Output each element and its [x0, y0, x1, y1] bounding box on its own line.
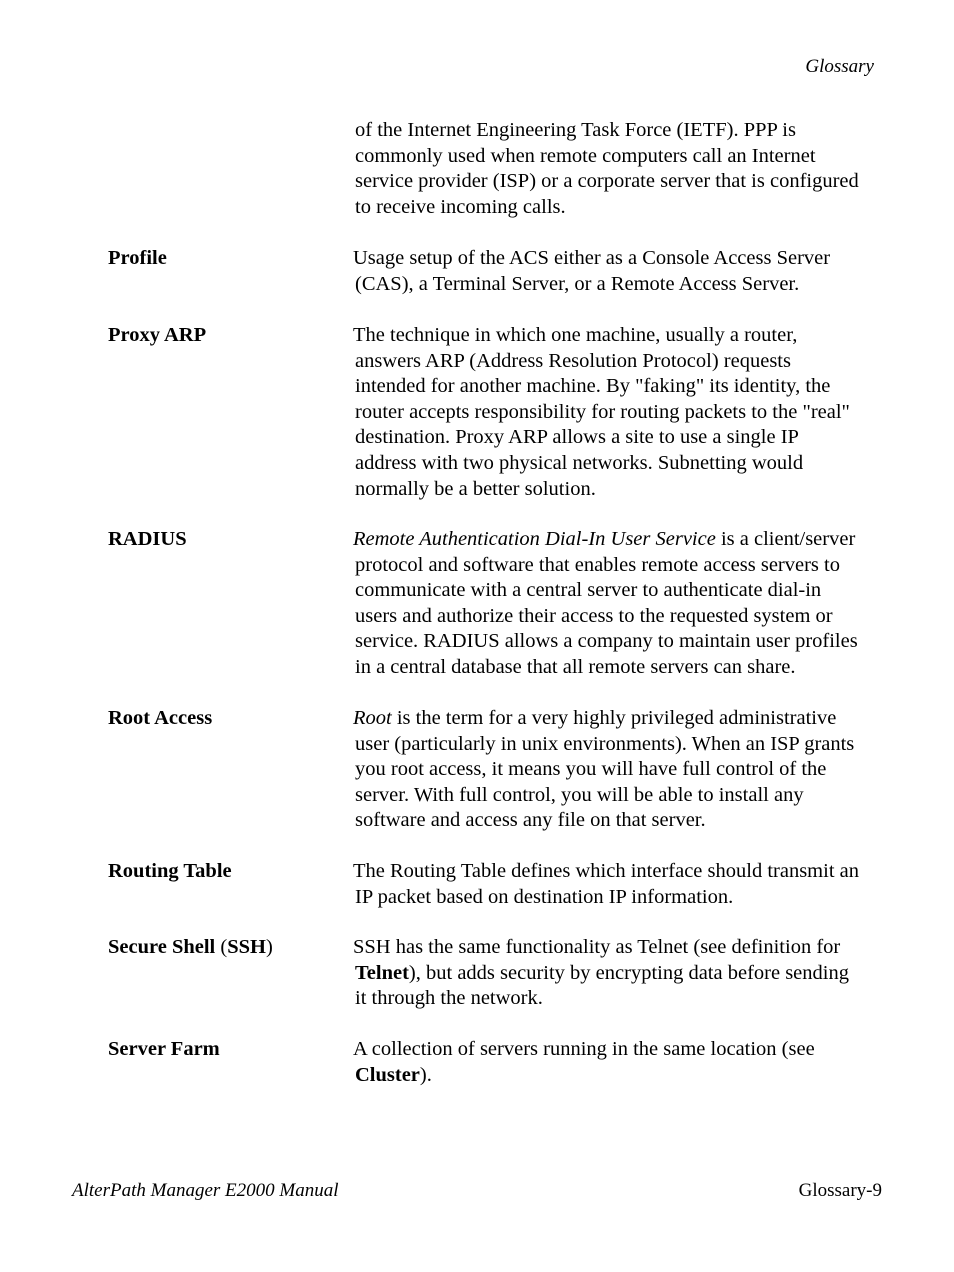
- definition-line: IP packet based on destination IP information.: [355, 885, 734, 908]
- definition-line: commonly used when remote computers call an Internet: [355, 144, 816, 167]
- definition-text: is the term for a very highly privileged administrative: [391, 707, 837, 729]
- definition-line: SSH has the same functionality as Telnet (see definition for: [353, 936, 841, 958]
- glossary-term: Root Access: [108, 707, 213, 729]
- definition-line: service. RADIUS allows a company to maintain user profiles: [355, 630, 858, 653]
- definition-line: communicate with a central server to authenticate dial-in: [355, 579, 822, 602]
- definition-line: it through the network.: [355, 987, 543, 1010]
- running-header: Glossary: [805, 56, 874, 77]
- term-paren-open: (: [215, 936, 228, 958]
- glossary-term: Profile: [108, 247, 167, 269]
- glossary-definition: [353, 323, 891, 502]
- definition-line: [353, 527, 891, 553]
- definition-line: protocol and software that enables remote access servers to: [355, 553, 840, 576]
- term-paren-close: ): [265, 936, 273, 958]
- definition-line: you root access, it means you will have full control of the: [355, 758, 827, 781]
- definition-line: users and authorize their access to the requested system or: [355, 604, 833, 627]
- glossary-definition: [353, 527, 891, 681]
- definition-line: A collection of servers running in the same location (see: [353, 1038, 815, 1060]
- definition-line: [353, 706, 891, 732]
- italic-term: Remote Authentication Dial-In User Service: [353, 528, 716, 550]
- definition-line: normally be a better solution.: [355, 477, 596, 500]
- definition-line: software and access any file on that server.: [355, 809, 706, 832]
- definition-line: (CAS), a Terminal Server, or a Remote Access Server.: [355, 272, 800, 295]
- definition-text: ), but adds security by encrypting data before sending: [408, 961, 849, 984]
- definition-line: server. With full control, you will be able to install any: [355, 783, 804, 806]
- definition-line: of the Internet Engineering Task Force (IETF). PPP is: [355, 119, 796, 141]
- glossary-definition: [353, 935, 891, 1012]
- glossary-term: Proxy ARP: [108, 324, 207, 346]
- definition-line: The technique in which one machine, usually a router,: [353, 324, 798, 346]
- definition-line: [353, 1063, 891, 1089]
- footer-manual-title: AlterPath Manager E2000 Manual: [72, 1180, 339, 1201]
- definition-line: in a central database that all remote servers can share.: [355, 655, 796, 678]
- definition-line: destination. Proxy ARP allows a site to use a single IP: [355, 426, 799, 449]
- definition-line: Usage setup of the ACS either as a Console Access Server: [353, 247, 831, 269]
- definition-text: is a client/server: [715, 528, 856, 550]
- definition-line: address with two physical networks. Subnetting would: [355, 451, 804, 474]
- definition-text: ).: [419, 1063, 432, 1086]
- footer-page-number: Glossary-9: [798, 1180, 882, 1201]
- glossary-term: Server Farm: [108, 1038, 220, 1060]
- glossary-term: Routing Table: [108, 860, 232, 882]
- definition-line: to receive incoming calls.: [355, 195, 566, 218]
- glossary-definition: [353, 1037, 891, 1088]
- glossary-definition: [353, 246, 891, 297]
- definition-line: The Routing Table defines which interface should transmit an: [353, 860, 859, 882]
- continued-definition: [355, 118, 890, 220]
- term-text: Secure Shell: [108, 936, 216, 958]
- cross-reference: Telnet: [355, 961, 409, 984]
- glossary-term: RADIUS: [108, 528, 187, 550]
- glossary-term: [108, 935, 273, 961]
- cross-reference: Cluster: [355, 1063, 420, 1086]
- definition-line: answers ARP (Address Resolution Protocol) requests: [355, 349, 791, 372]
- definition-line: intended for another machine. By "faking" its identity, the: [355, 375, 831, 398]
- definition-line: user (particularly in unix environments). When an ISP grants: [355, 732, 855, 755]
- glossary-definition: [353, 706, 891, 834]
- italic-term: Root: [353, 707, 392, 729]
- definition-line: [353, 961, 891, 987]
- glossary-definition: [353, 859, 891, 910]
- definition-line: router accepts responsibility for routing packets to the "real": [355, 400, 850, 423]
- term-abbreviation: SSH: [227, 936, 266, 958]
- definition-line: service provider (ISP) or a corporate server that is configured: [355, 170, 859, 193]
